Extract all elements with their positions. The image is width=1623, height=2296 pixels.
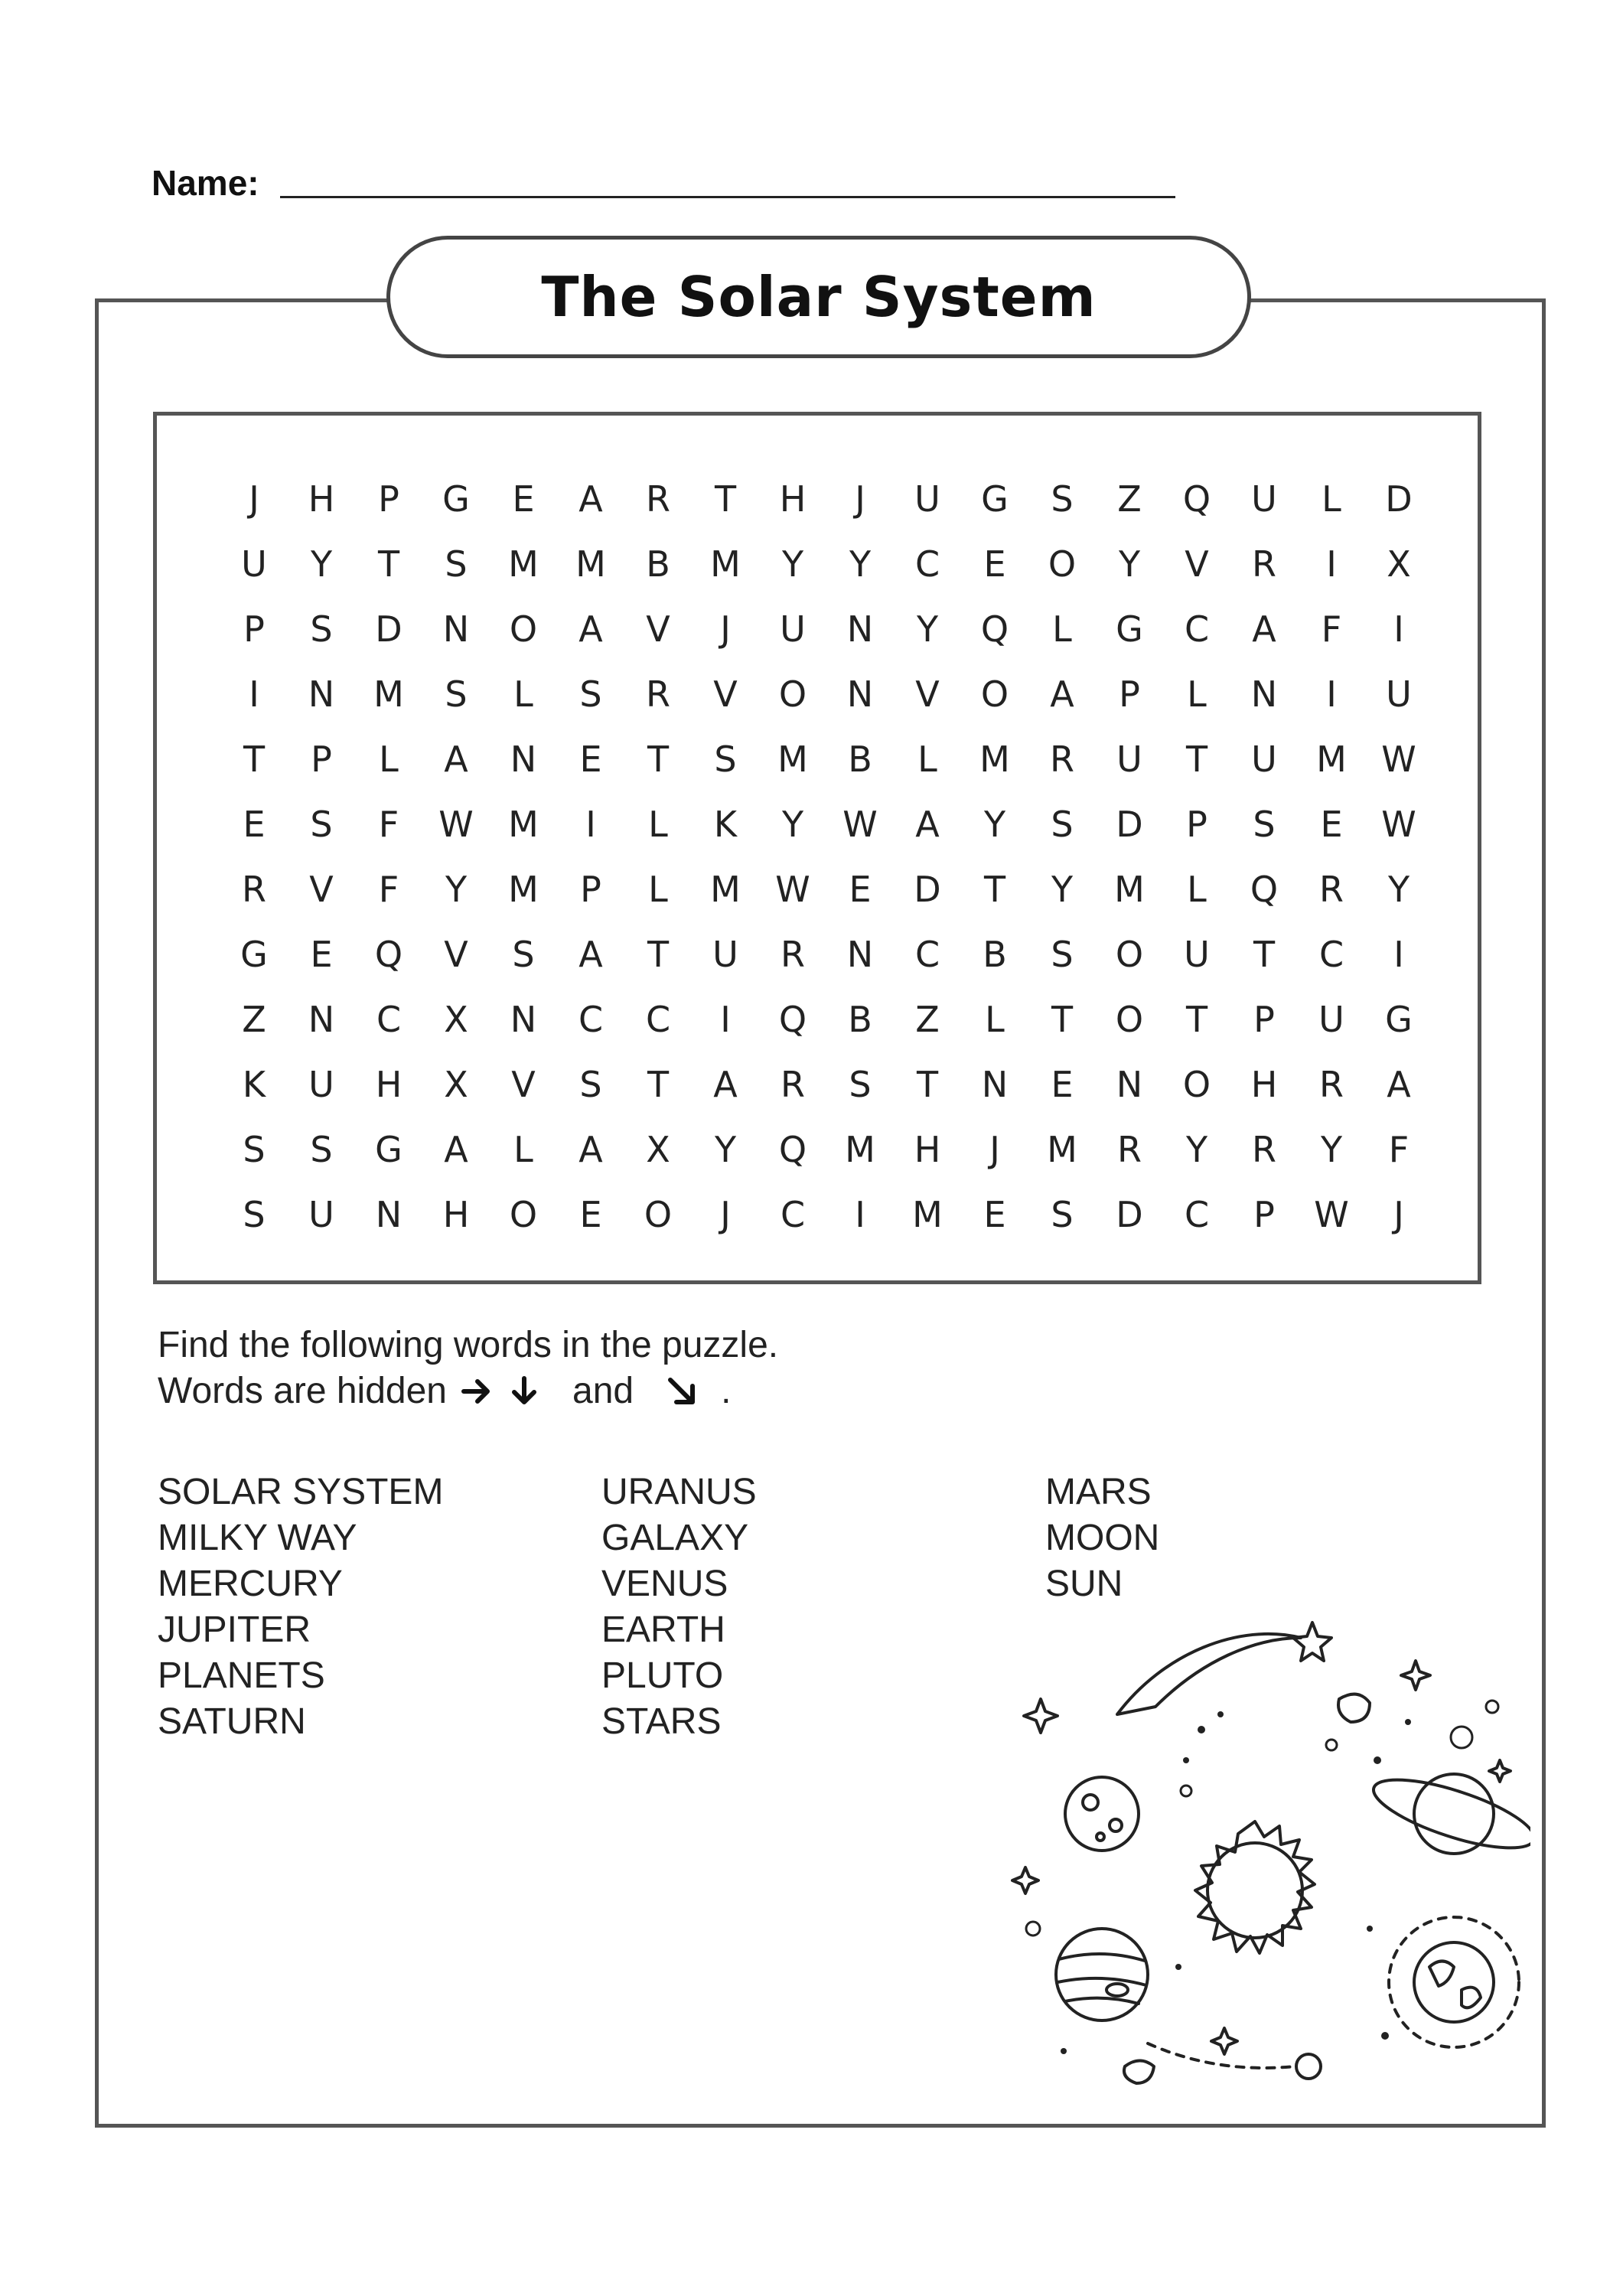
grid-cell: M: [1316, 739, 1347, 780]
arrow-down-icon: [507, 1374, 542, 1409]
grid-cell: J: [1393, 1194, 1404, 1235]
grid-cell: I: [1393, 608, 1404, 650]
grid-cell: Z: [1117, 478, 1142, 520]
grid-cell: T: [377, 543, 400, 585]
grid-cell: U: [1116, 739, 1142, 780]
grid-cell: S: [310, 1129, 333, 1170]
ringed-planet-icon: [1367, 1766, 1530, 1861]
grid-cell: N: [846, 934, 874, 975]
grid-cell: L: [917, 739, 937, 780]
grid-cell: L: [648, 869, 668, 910]
grid-cell: S: [849, 1064, 872, 1105]
word-item: MILKY WAY: [158, 1518, 357, 1558]
grid-cell: S: [1051, 1194, 1074, 1235]
grid-cell: O: [778, 673, 807, 715]
grid-cell: U: [241, 543, 267, 585]
word-item: JUPITER: [158, 1609, 311, 1650]
word-item: MOON: [1045, 1518, 1160, 1558]
grid-cell: A: [1387, 1064, 1411, 1105]
grid-cell: S: [714, 739, 737, 780]
sparkle-icon: [1211, 2028, 1237, 2054]
instructions-and: and: [572, 1371, 634, 1411]
grid-cell: L: [1187, 869, 1207, 910]
grid-cell: W: [1381, 804, 1416, 845]
grid-cell: S: [1051, 804, 1074, 845]
grid-cell: I: [855, 1194, 865, 1235]
grid-cell: V: [646, 608, 670, 650]
grid-cell: R: [646, 478, 670, 520]
grid-cell: Y: [916, 608, 939, 650]
grid-cell: X: [646, 1129, 670, 1170]
grid-cell: P: [580, 869, 601, 910]
grid-cell: V: [511, 1064, 536, 1105]
grid-cell: N: [308, 673, 335, 715]
grid-cell: F: [1388, 1129, 1410, 1170]
earth-icon: [1389, 1917, 1519, 2047]
grid-cell: O: [644, 1194, 673, 1235]
grid-cell: G: [375, 1129, 402, 1170]
grid-cell: E: [1051, 1064, 1074, 1105]
grid-cell: M: [508, 804, 539, 845]
grid-cell: L: [513, 673, 533, 715]
word-item: URANUS: [601, 1472, 757, 1512]
grid-cell: N: [375, 1194, 402, 1235]
instructions-line2: [158, 1368, 778, 1414]
grid-cell: C: [578, 999, 604, 1040]
grid-cell: Q: [778, 999, 807, 1040]
grid-cell: V: [713, 673, 738, 715]
grid-cell: L: [1187, 673, 1207, 715]
grid-cell: M: [508, 869, 539, 910]
grid-cell: A: [915, 804, 940, 845]
grid-cell: C: [1184, 608, 1210, 650]
grid-cell: S: [1051, 478, 1074, 520]
grid-cell: P: [1119, 673, 1140, 715]
grid-cell: A: [1252, 608, 1276, 650]
title-banner: [386, 236, 1251, 358]
grid-cell: G: [1385, 999, 1413, 1040]
grid-cell: S: [579, 673, 602, 715]
grid-cell: R: [781, 934, 805, 975]
grid-cell: M: [710, 869, 741, 910]
grid-cell: S: [310, 804, 333, 845]
grid-cell: H: [779, 478, 807, 520]
grid-cell: C: [376, 999, 402, 1040]
word-list-column-3: [1045, 1469, 1474, 1607]
instructions-line1: Find the following words in the puzzle.: [158, 1325, 779, 1365]
grid-cell: X: [444, 999, 468, 1040]
grid-cell: Q: [980, 608, 1009, 650]
grid-cell: K: [713, 804, 738, 845]
grid-cell: Y: [1185, 1129, 1208, 1170]
grid-cell: A: [578, 934, 603, 975]
grid-cell: N: [846, 673, 874, 715]
grid-cell: Q: [778, 1129, 807, 1170]
grid-cell: S: [1051, 934, 1074, 975]
grid-cell: U: [1318, 999, 1344, 1040]
grid-cell: Q: [1182, 478, 1211, 520]
grid-cell: H: [375, 1064, 402, 1105]
grid-cell: L: [985, 999, 1005, 1040]
grid-cell: U: [308, 1194, 334, 1235]
grid-cell: O: [1182, 1064, 1211, 1105]
grid-cell: T: [1185, 999, 1208, 1040]
grid-cell: I: [585, 804, 596, 845]
grid-cell: S: [243, 1194, 266, 1235]
grid-cell: T: [916, 1064, 939, 1105]
grid-cell: B: [646, 543, 670, 585]
grid-cell: R: [1319, 1064, 1344, 1105]
grid-cell: S: [512, 934, 535, 975]
arrow-down-right-icon: [664, 1374, 699, 1409]
grid-cell: Q: [1250, 869, 1279, 910]
grid-cell: N: [981, 1064, 1009, 1105]
grid-cell: R: [242, 869, 266, 910]
page-title: The Solar System: [541, 265, 1097, 329]
grid-cell: L: [1322, 478, 1341, 520]
grid-cell: J: [249, 478, 259, 520]
grid-cell: Y: [1320, 1129, 1343, 1170]
grid-cell: P: [311, 739, 332, 780]
grid-cell: N: [1250, 673, 1278, 715]
grid-cell: N: [846, 608, 874, 650]
grid-cell: R: [1252, 543, 1276, 585]
grid-cell: S: [579, 1064, 602, 1105]
name-label: Name:: [152, 163, 259, 203]
word-item: MERCURY: [158, 1564, 343, 1604]
grid-cell: T: [647, 934, 670, 975]
sparkle-icon: [1012, 1867, 1038, 1893]
grid-cell: N: [510, 999, 537, 1040]
grid-cell: S: [445, 673, 468, 715]
word-item: VENUS: [601, 1564, 728, 1604]
name-line[interactable]: [280, 196, 1175, 198]
grid-cell: A: [1050, 673, 1074, 715]
grid-cell: J: [855, 478, 865, 520]
instructions: [158, 1322, 778, 1414]
grid-cell: O: [509, 1194, 538, 1235]
grid-cell: W: [1381, 739, 1416, 780]
grid-cell: C: [1184, 1194, 1210, 1235]
grid-cell: T: [647, 1064, 670, 1105]
cratered-planet-icon: [1065, 1777, 1139, 1851]
grid-cell: M: [777, 739, 808, 780]
grid-cell: M: [575, 543, 606, 585]
grid-cell: H: [1250, 1064, 1278, 1105]
word-item: SUN: [1045, 1564, 1123, 1604]
grid-cell: T: [1185, 739, 1208, 780]
word-item: PLANETS: [158, 1655, 325, 1696]
grid-cell: W: [1314, 1194, 1349, 1235]
grid-cell: O: [1048, 543, 1077, 585]
grid-cell: V: [309, 869, 334, 910]
grid-cell: U: [1251, 478, 1277, 520]
sparkle-icon: [1401, 1661, 1430, 1690]
grid-cell: M: [373, 673, 404, 715]
grid-cell: U: [308, 1064, 334, 1105]
grid-cell: H: [308, 478, 335, 520]
grid-cell: R: [781, 1064, 805, 1105]
grid-cell: L: [648, 804, 668, 845]
grid-cell: F: [378, 869, 399, 910]
grid-cell: D: [375, 608, 402, 650]
grid-cell: N: [308, 999, 335, 1040]
grid-cell: Y: [310, 543, 333, 585]
grid-cell: L: [379, 739, 399, 780]
grid-cell: K: [242, 1064, 266, 1105]
word-list-column-1: [158, 1469, 586, 1745]
grid-cell: Y: [1387, 869, 1410, 910]
grid-cell: P: [243, 608, 265, 650]
striped-planet-icon: [1056, 1929, 1148, 2020]
grid-cell: N: [1116, 1064, 1143, 1105]
grid-cell: T: [647, 739, 670, 780]
grid-cell: O: [1115, 934, 1144, 975]
grid-cell: L: [1052, 608, 1072, 650]
word-item: GALAXY: [601, 1518, 749, 1558]
grid-cell: D: [1116, 1194, 1143, 1235]
word-item: SATURN: [158, 1701, 306, 1742]
grid-cell: H: [914, 1129, 941, 1170]
grid-cell: Y: [714, 1129, 737, 1170]
grid-cell: B: [983, 934, 1007, 975]
grid-cell: E: [579, 739, 602, 780]
word-item: STARS: [601, 1701, 722, 1742]
sun-icon: [1195, 1821, 1315, 1953]
word-item: MARS: [1045, 1472, 1152, 1512]
comet-tail-icon: [1117, 1634, 1301, 1714]
grid-cell: C: [645, 999, 671, 1040]
grid-cell: C: [914, 934, 940, 975]
grid-cell: V: [915, 673, 940, 715]
grid-cell: R: [1252, 1129, 1276, 1170]
grid-cell: Y: [781, 543, 804, 585]
grid-cell: G: [1116, 608, 1143, 650]
grid-cell: M: [1047, 1129, 1077, 1170]
grid-cell: T: [243, 739, 266, 780]
grid-cell: F: [1321, 608, 1342, 650]
grid-cell: E: [579, 1194, 602, 1235]
instructions-end: .: [721, 1371, 732, 1411]
grid-cell: U: [1184, 934, 1210, 975]
grid-cell: A: [578, 1129, 603, 1170]
grid-cell: A: [578, 608, 603, 650]
grid-cell: O: [1115, 999, 1144, 1040]
grid-cell: P: [1253, 1194, 1275, 1235]
word-search-grid: [220, 467, 1432, 1247]
grid-cell: M: [979, 739, 1010, 780]
grid-cell: U: [1386, 673, 1412, 715]
grid-cell: A: [444, 739, 468, 780]
grid-cell: A: [578, 478, 603, 520]
grid-cell: G: [981, 478, 1009, 520]
grid-cell: S: [310, 608, 333, 650]
grid-cell: P: [1253, 999, 1275, 1040]
grid-cell: E: [983, 1194, 1006, 1235]
grid-cell: M: [912, 1194, 943, 1235]
grid-cell: A: [444, 1129, 468, 1170]
grid-cell: C: [914, 543, 940, 585]
grid-cell: I: [1326, 673, 1337, 715]
word-item: PLUTO: [601, 1655, 724, 1696]
grid-cell: Y: [781, 804, 804, 845]
grid-cell: O: [509, 608, 538, 650]
grid-cell: T: [1253, 934, 1276, 975]
grid-cell: Y: [1051, 869, 1074, 910]
grid-cell: G: [240, 934, 268, 975]
grid-cell: E: [983, 543, 1006, 585]
grid-cell: B: [848, 739, 872, 780]
comet-star-icon: [1293, 1623, 1331, 1661]
grid-cell: U: [1251, 739, 1277, 780]
grid-cell: U: [780, 608, 806, 650]
grid-cell: I: [720, 999, 731, 1040]
sparkle-icon: [1489, 1760, 1511, 1782]
arrow-right-icon: [459, 1374, 494, 1409]
grid-cell: S: [243, 1129, 266, 1170]
grid-cell: M: [1114, 869, 1145, 910]
grid-cell: C: [1318, 934, 1344, 975]
grid-cell: X: [1387, 543, 1411, 585]
small-comet-icon: [1296, 2054, 1321, 2079]
grid-cell: N: [442, 608, 470, 650]
grid-cell: Y: [1118, 543, 1141, 585]
grid-cell: E: [849, 869, 872, 910]
grid-cell: X: [444, 1064, 468, 1105]
grid-cell: N: [510, 739, 537, 780]
grid-cell: C: [780, 1194, 806, 1235]
word-item: EARTH: [601, 1609, 725, 1650]
grid-cell: J: [720, 608, 731, 650]
grid-cell: R: [1319, 869, 1344, 910]
grid-cell: S: [445, 543, 468, 585]
grid-cell: Z: [915, 999, 940, 1040]
grid-cell: R: [1050, 739, 1074, 780]
grid-cell: P: [378, 478, 399, 520]
grid-cell: E: [310, 934, 333, 975]
grid-cell: W: [842, 804, 878, 845]
grid-cell: U: [914, 478, 940, 520]
grid-cell: E: [1320, 804, 1343, 845]
grid-cell: F: [378, 804, 399, 845]
grid-cell: T: [1051, 999, 1074, 1040]
grid-cell: W: [438, 804, 474, 845]
grid-cell: M: [710, 543, 741, 585]
grid-cell: E: [243, 804, 266, 845]
grid-cell: J: [989, 1129, 1000, 1170]
grid-cell: S: [1253, 804, 1276, 845]
grid-cell: U: [712, 934, 738, 975]
grid-cell: L: [513, 1129, 533, 1170]
grid-cell: M: [508, 543, 539, 585]
grid-cell: D: [1116, 804, 1143, 845]
grid-cell: D: [1385, 478, 1413, 520]
grid-cell: J: [720, 1194, 731, 1235]
name-row: [152, 158, 1177, 211]
grid-cell: H: [442, 1194, 470, 1235]
grid-cell: W: [775, 869, 810, 910]
grid-cell: B: [848, 999, 872, 1040]
grid-cell: R: [646, 673, 670, 715]
sparkle-icon: [1024, 1699, 1058, 1733]
grid-cell: V: [444, 934, 468, 975]
grid-cell: I: [1326, 543, 1337, 585]
grid-cell: T: [714, 478, 737, 520]
grid-cell: M: [845, 1129, 875, 1170]
grid-cell: Z: [242, 999, 266, 1040]
grid-cell: T: [983, 869, 1006, 910]
word-item: SOLAR SYSTEM: [158, 1472, 444, 1512]
word-list-column-2: [601, 1469, 1030, 1745]
grid-cell: Y: [445, 869, 468, 910]
grid-cell: I: [1393, 934, 1404, 975]
instructions-prefix: Words are hidden: [158, 1371, 447, 1411]
solar-system-illustration: [1010, 1607, 1530, 2097]
grid-cell: O: [980, 673, 1009, 715]
grid-cell: Y: [983, 804, 1006, 845]
grid-cell: A: [713, 1064, 738, 1105]
grid-cell: G: [442, 478, 470, 520]
grid-cell: Y: [849, 543, 872, 585]
grid-cell: V: [1185, 543, 1209, 585]
grid-cell: E: [512, 478, 535, 520]
grid-cell: P: [1186, 804, 1207, 845]
grid-cell: Q: [374, 934, 403, 975]
grid-cell: R: [1117, 1129, 1142, 1170]
grid-cell: D: [914, 869, 941, 910]
grid-cell: I: [249, 673, 259, 715]
asteroid-icon: [1338, 1694, 1370, 1722]
asteroid-icon: [1124, 2061, 1154, 2084]
